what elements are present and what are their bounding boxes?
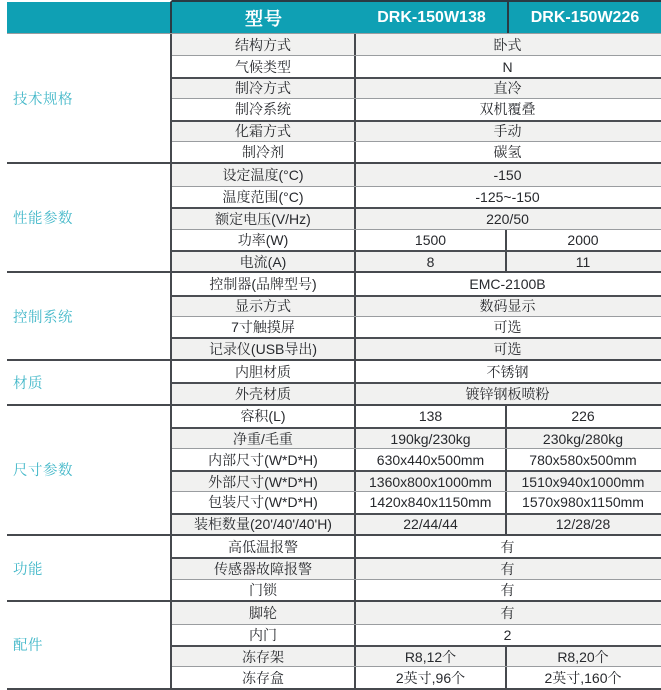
- spec-row: [172, 186, 661, 207]
- spec-label-cell: 传感器故障报警: [172, 559, 356, 578]
- spec-label-cell: 门锁: [172, 580, 356, 600]
- spec-value-cell-merged: -125~-150: [475, 188, 540, 205]
- spec-value-cell-model2: 11: [505, 252, 659, 271]
- spec-label-cell: 冻存盒: [172, 667, 356, 687]
- spec-label-cell: 装柜数量(20'/40'/40'H): [172, 515, 356, 534]
- category-label: 技术规格: [13, 91, 73, 108]
- spec-section: [7, 271, 661, 359]
- spec-row: [172, 164, 661, 185]
- spec-row: [172, 34, 661, 55]
- spec-label-cell: 冻存架: [172, 647, 356, 666]
- spec-value-cell-model2: 2英寸,160个: [505, 667, 659, 687]
- spec-value-cell-merged: 直冷: [493, 80, 522, 97]
- spec-row: [172, 98, 661, 119]
- category-cell: [7, 361, 172, 404]
- spec-value-cell-merged: 不锈钢: [486, 363, 529, 380]
- spec-row: [172, 141, 661, 162]
- spec-row: [172, 382, 661, 403]
- spec-value-cell-model1: 8: [426, 253, 435, 270]
- spec-row: [172, 427, 661, 448]
- spec-row: [172, 273, 661, 294]
- spec-row: [172, 406, 661, 427]
- model-label-header: 型号: [172, 0, 356, 33]
- spec-label-cell: 内门: [172, 625, 356, 645]
- spec-row: [172, 77, 661, 98]
- spec-section: [7, 162, 661, 271]
- spec-label-cell: 制冷系统: [172, 99, 356, 119]
- spec-row: [172, 361, 661, 382]
- spec-row: [172, 207, 661, 228]
- spec-row: [172, 645, 661, 666]
- spec-value-cell-merged: 碳氢: [493, 144, 522, 161]
- spec-label-cell: 内部尺寸(W*D*H): [172, 449, 356, 469]
- section-rows: [172, 536, 661, 600]
- spec-label-cell: 记录仪(USB导出): [172, 339, 356, 358]
- spec-value-cell-model2: 2000: [505, 230, 659, 250]
- spec-value-cell-model1: 22/44/44: [403, 516, 458, 533]
- category-label: 功能: [13, 561, 43, 578]
- spec-sections: [7, 33, 661, 690]
- spec-row: [172, 448, 661, 469]
- spec-section: [7, 404, 661, 534]
- spec-label-cell: 设定温度(°C): [172, 164, 356, 185]
- spec-label-cell: 净重/毛重: [172, 429, 356, 448]
- spec-section: [7, 534, 661, 600]
- model-name-header-1: DRK-150W138: [356, 0, 507, 33]
- spec-section: [7, 33, 661, 162]
- spec-label-cell: 外壳材质: [172, 384, 356, 403]
- spec-value-cell-merged: 有: [500, 561, 515, 578]
- spec-label-cell: 外部尺寸(W*D*H): [172, 472, 356, 491]
- spec-row: [172, 579, 661, 600]
- spec-row: [172, 666, 661, 687]
- product-spec-table: [7, 0, 661, 690]
- spec-value-cell-model2: 226: [505, 406, 659, 427]
- spec-row: [172, 250, 661, 271]
- section-rows: [172, 406, 661, 534]
- spec-value-cell-model1: 1360x800x1000mm: [369, 473, 492, 490]
- spec-value-cell-model1: 138: [418, 408, 443, 425]
- spec-row: [172, 491, 661, 512]
- spec-value-cell-merged: 可选: [493, 341, 522, 358]
- spec-value-cell-merged: 有: [500, 604, 515, 621]
- spec-value-cell-merged: 220/50: [486, 210, 529, 227]
- spec-row: [172, 536, 661, 557]
- category-label: 材质: [13, 375, 43, 392]
- spec-value-cell-merged: 卧式: [493, 36, 522, 53]
- spec-value-cell-merged: 数码显示: [479, 298, 536, 315]
- spec-value-cell-model2: 12/28/28: [505, 515, 659, 534]
- spec-row: [172, 55, 661, 76]
- category-cell: [7, 273, 172, 359]
- section-rows: [172, 602, 661, 688]
- spec-label-cell: 包装尺寸(W*D*H): [172, 492, 356, 512]
- category-cell: [7, 406, 172, 534]
- spec-row: [172, 316, 661, 337]
- spec-label-cell: 显示方式: [172, 297, 356, 316]
- spec-label-cell: 电流(A): [172, 252, 356, 271]
- spec-row: [172, 295, 661, 316]
- spec-row: [172, 470, 661, 491]
- category-cell: [7, 602, 172, 688]
- section-rows: [172, 164, 661, 271]
- category-label: 性能参数: [13, 211, 73, 228]
- spec-label-cell: 气候类型: [172, 56, 356, 76]
- spec-value-cell-model2: 780x580x500mm: [505, 449, 659, 469]
- spec-label-cell: 高低温报警: [172, 536, 356, 557]
- spec-value-cell-model1: 1420x840x1150mm: [369, 494, 492, 511]
- table-header-row: [7, 0, 661, 33]
- spec-row: [172, 513, 661, 534]
- spec-section: [7, 600, 661, 688]
- spec-value-cell-merged: 有: [500, 538, 515, 555]
- spec-label-cell: 额定电压(V/Hz): [172, 209, 356, 228]
- spec-value-cell-model2: R8,20个: [505, 647, 659, 666]
- spec-value-cell-model2: 1510x940x1000mm: [505, 472, 659, 491]
- spec-value-cell-model1: 630x440x500mm: [376, 451, 485, 468]
- spec-label-cell: 控制器(品牌型号): [172, 273, 356, 294]
- spec-value-cell-model1: 2英寸,96个: [395, 669, 466, 686]
- spec-value-cell-merged: 2: [503, 626, 512, 643]
- spec-value-cell-model2: 230kg/280kg: [505, 429, 659, 448]
- spec-label-cell: 功率(W): [172, 230, 356, 250]
- spec-row: [172, 557, 661, 578]
- category-cell: [7, 34, 172, 162]
- spec-label-cell: 化霜方式: [172, 122, 356, 141]
- spec-value-cell-merged: 手动: [493, 123, 522, 140]
- spec-row: [172, 624, 661, 645]
- spec-value-cell-merged: EMC-2100B: [469, 275, 546, 292]
- spec-section: [7, 359, 661, 404]
- spec-row: [172, 229, 661, 250]
- spec-label-cell: 温度范围(°C): [172, 187, 356, 207]
- section-rows: [172, 34, 661, 162]
- spec-row: [172, 602, 661, 623]
- category-cell: [7, 536, 172, 600]
- category-label: 配件: [13, 638, 43, 655]
- spec-value-cell-merged: N: [502, 58, 513, 75]
- spec-value-cell-merged: 双机覆叠: [479, 101, 536, 118]
- spec-value-cell-merged: 镀锌钢板喷粉: [465, 385, 550, 402]
- category-label: 尺寸参数: [13, 463, 73, 480]
- spec-value-cell-merged: 有: [500, 581, 515, 598]
- section-rows: [172, 273, 661, 359]
- spec-value-cell-merged: 可选: [493, 319, 522, 336]
- spec-value-cell-model1: 190kg/230kg: [390, 430, 471, 447]
- spec-label-cell: 7寸触摸屏: [172, 317, 356, 337]
- spec-label-cell: 制冷剂: [172, 142, 356, 162]
- spec-label-cell: 脚轮: [172, 602, 356, 623]
- spec-label-cell: 容积(L): [172, 406, 356, 427]
- spec-label-cell: 结构方式: [172, 34, 356, 55]
- spec-value-cell-merged: -150: [493, 167, 522, 184]
- spec-label-cell: 内胆材质: [172, 361, 356, 382]
- spec-row: [172, 337, 661, 358]
- section-rows: [172, 361, 661, 404]
- spec-label-cell: 制冷方式: [172, 79, 356, 98]
- category-cell: [7, 164, 172, 271]
- category-header-cell: [7, 0, 172, 33]
- spec-row: [172, 120, 661, 141]
- spec-value-cell-model1: 1500: [414, 231, 447, 248]
- spec-value-cell-model1: R8,12个: [404, 648, 457, 665]
- model-name-header-2: DRK-150W226: [507, 0, 661, 33]
- category-label: 控制系统: [13, 309, 73, 326]
- spec-value-cell-model2: 1570x980x1150mm: [505, 492, 659, 512]
